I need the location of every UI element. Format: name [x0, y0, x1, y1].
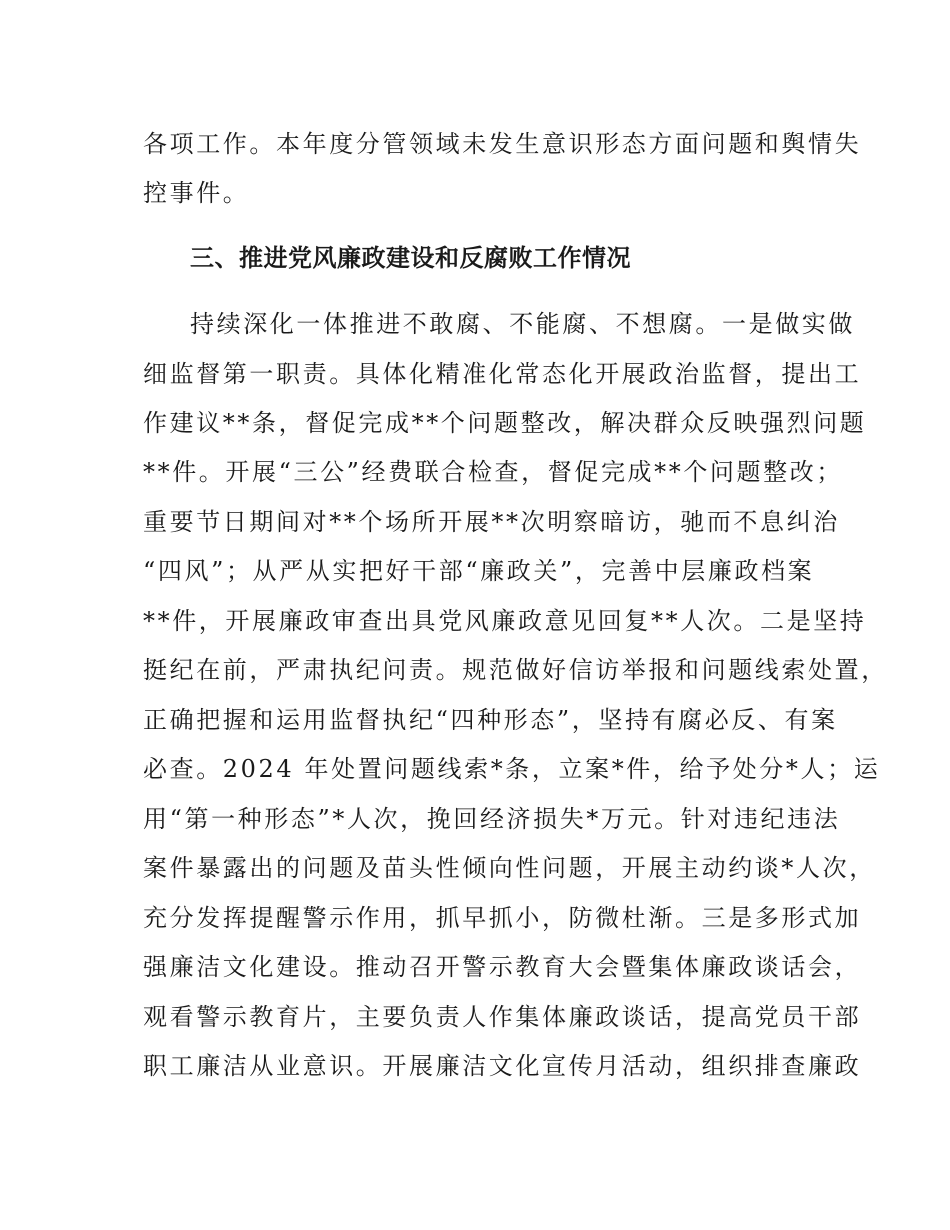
body-line-4: **件。开展“三公”经费联合检查，督促完成**个问题整改；: [143, 458, 843, 486]
body-line-15: 观看警示教育片，主要负责人作集体廉政谈话，提高党员干部: [143, 1003, 862, 1031]
body-line-13: 充分发挥提醒警示作用，抓早抓小，防微杜渐。三是多形式加: [143, 904, 862, 932]
body-line-11: 用“第一种形态”*人次，挽回经济损失*万元。针对违纪违法: [143, 805, 841, 833]
body-line-5: 重要节日期间对**个场所开展**次明察暗访，驰而不息纠治: [143, 508, 840, 536]
body-line-2: 细监督第一职责。具体化精准化常态化开展政治监督，提出工: [143, 360, 862, 388]
body-line-14: 强廉洁文化建设。推动召开警示教育大会暨集体廉政谈话会，: [143, 953, 862, 981]
intro-line-1: 各项工作。本年度分管领域未发生意识形态方面问题和舆情失: [143, 130, 862, 158]
section-heading: 三、推进党风廉政建设和反腐败工作情况: [190, 244, 631, 272]
body-line-3: 作建议**条，督促完成**个问题整改，解决群众反映强烈问题: [143, 409, 867, 437]
body-line-8: 挺纪在前，严肃执纪问责。规范做好信访举报和问题线索处置，: [143, 656, 888, 684]
body-line-6: “四风”；从严从实把好干部“廉政关”，完善中层廉政档案: [143, 557, 815, 585]
intro-line-2: 控事件。: [143, 179, 250, 207]
body-line-7: **件，开展廉政审查出具党风廉政意见回复**人次。二是坚持: [143, 607, 867, 635]
body-line-12: 案件暴露出的问题及苗头性倾向性问题，开展主动约谈*人次，: [143, 854, 876, 882]
body-line-1: 持续深化一体推进不敢腐、不能腐、不想腐。一是做实做: [190, 310, 855, 338]
body-line-9: 正确把握和运用监督执纪“四种形态”，坚持有腐必反、有案: [143, 706, 838, 734]
body-line-10: 必查。2024 年处置问题线索*条，立案*件，给予处分*人；运: [143, 755, 881, 783]
body-line-16: 职工廉洁从业意识。开展廉洁文化宣传月活动，组织排查廉政: [143, 1052, 862, 1080]
